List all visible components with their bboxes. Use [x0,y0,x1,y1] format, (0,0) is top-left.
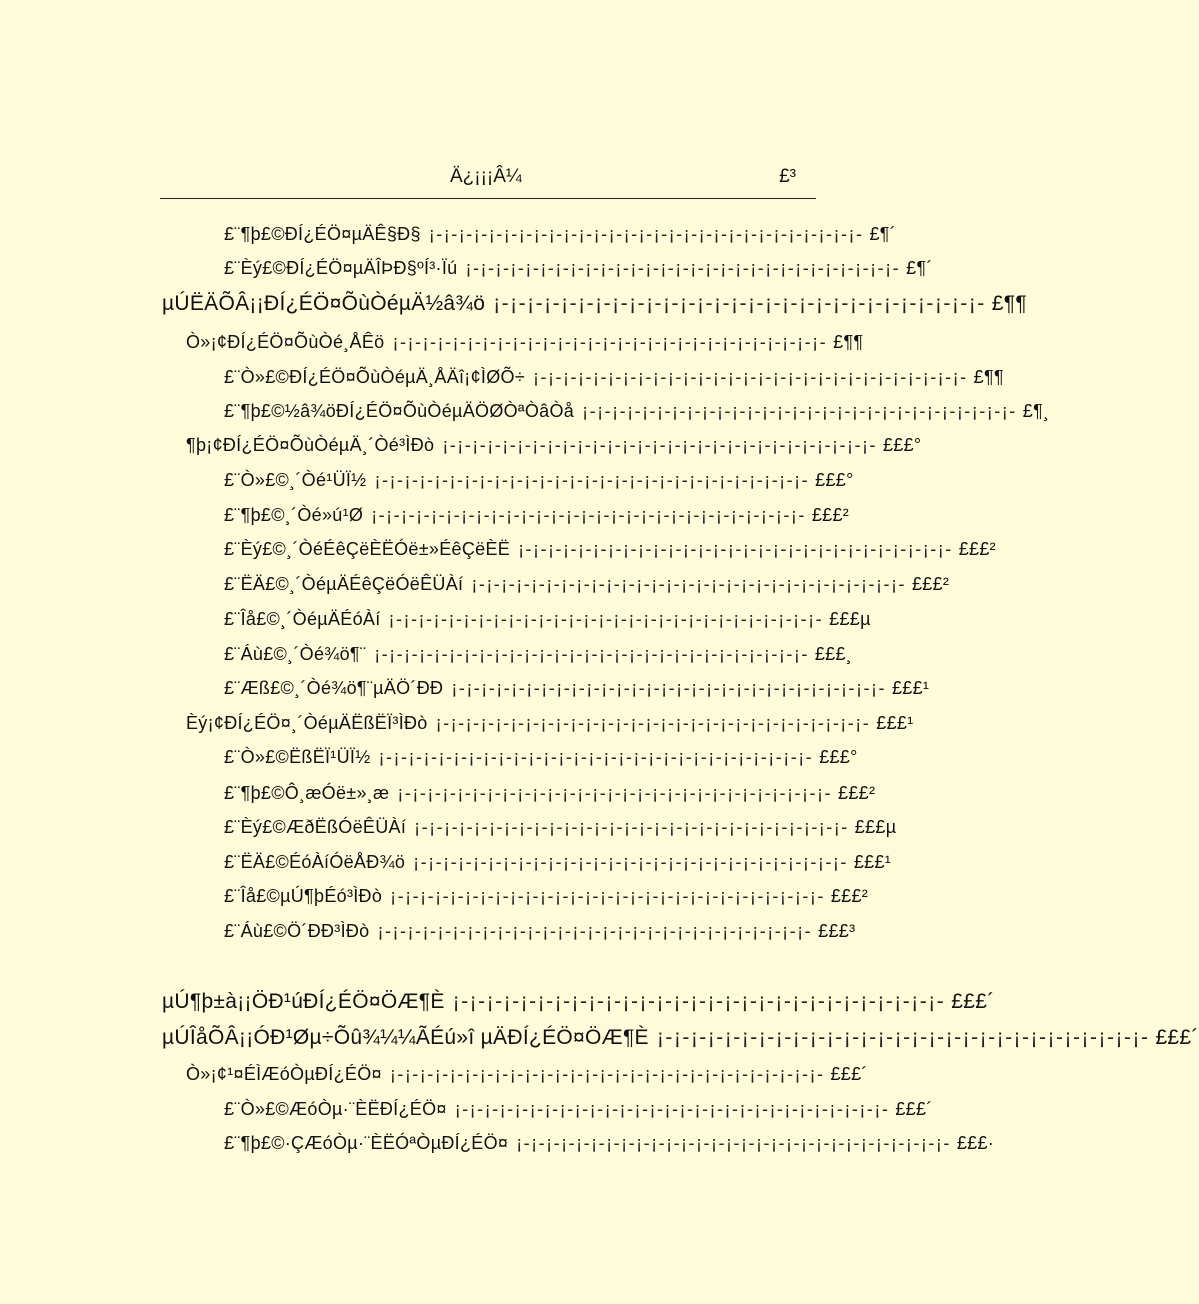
toc-entry-page: £¶´ [906,258,933,278]
toc-entry [224,1133,995,1161]
toc-entry-title: Ò»¡¢¹¤ÉÌÆóÒµÐÍ¿ÉÖ¤ [186,1064,382,1084]
toc-entry-title: £¨Ò»£©ÐÍ¿ÉÖ¤ÕùÒéµÄ¸ÅÄî¡¢ÌØÕ÷ [224,367,525,387]
toc-leader: ¡-¡-¡-¡-¡-¡-¡-¡-¡-¡-¡-¡-¡-¡-¡-¡-¡-¡-¡-¡-¡-¡-¡-¡-¡-¡-¡-¡-¡- [397,783,833,803]
toc-entry-title: ¶þ¡¢ÐÍ¿ÉÖ¤ÕùÒéµÄ¸´Òé³ÌÐò [186,435,435,455]
toc-leader: ¡-¡-¡-¡-¡-¡-¡-¡-¡-¡-¡-¡-¡-¡-¡-¡-¡-¡-¡-¡-¡-¡-¡-¡-¡-¡-¡-¡-¡- [377,921,813,941]
toc-entry-title: £¨Ò»£©ÆóÒµ·¨ÈËÐÍ¿ÉÖ¤ [224,1099,447,1119]
toc-entry-title: £¨¶þ£©½â¾öÐÍ¿ÉÖ¤ÕùÒéµÄÖØÒªÒâÒå [224,401,575,421]
toc-leader: ¡-¡-¡-¡-¡-¡-¡-¡-¡-¡-¡-¡-¡-¡-¡-¡-¡-¡-¡-¡-¡-¡-¡-¡-¡-¡-¡-¡-¡- [388,609,824,629]
toc-entry-title: £¨¶þ£©Ô¸æÓë±»¸æ [224,783,390,803]
toc-entry-page: £££´ [895,1099,933,1119]
toc-section [186,713,914,741]
toc-entry-page: £¶´ [869,224,897,244]
toc-leader: ¡-¡-¡-¡-¡-¡-¡-¡-¡-¡-¡-¡-¡-¡-¡-¡-¡-¡-¡-¡-¡-¡-¡-¡-¡-¡-¡-¡-¡- [428,224,864,244]
toc-entry-page: £££µ [829,609,871,629]
toc-entry [224,783,876,811]
toc-entry-page: £££¸ [814,644,853,664]
toc-entry [224,886,869,914]
toc-entry-page: £££´ [1155,1026,1199,1049]
toc-entry [224,644,853,672]
header-rule [160,198,816,199]
toc-entry-page: £££° [815,470,854,490]
toc-entry-page: £¶¶ [991,292,1027,315]
toc-entry [224,574,950,602]
toc-leader: ¡-¡-¡-¡-¡-¡-¡-¡-¡-¡-¡-¡-¡-¡-¡-¡-¡-¡-¡-¡-¡-¡-¡-¡-¡-¡-¡-¡-¡- [454,1099,890,1119]
toc-entry-page: £££´ [830,1064,868,1084]
toc-entry [224,817,897,845]
toc-entry [224,224,897,252]
toc-entry-page: £££¹ [853,852,892,872]
toc-leader: ¡-¡-¡-¡-¡-¡-¡-¡-¡-¡-¡-¡-¡-¡-¡-¡-¡-¡-¡-¡-¡-¡-¡-¡-¡-¡-¡-¡-¡- [371,505,806,525]
toc-entry [224,747,858,775]
toc-entry-title: £¨Áù£©¸´Òé¾ö¶¨ [224,644,367,664]
toc-entry [224,852,892,880]
toc-entry-page: £££² [811,505,850,525]
toc-chapter [162,292,1027,320]
toc-section [186,435,922,463]
toc-entry-title: £¨Èý£©ÆðËßÓëÊÜÀí [224,817,407,837]
toc-entry-page: £¶¸ [1022,401,1050,421]
toc-section [186,332,864,360]
toc-entry-page: £¶¶ [973,367,1004,387]
toc-entry-page: £££¹ [892,678,930,698]
toc-leader: ¡-¡-¡-¡-¡-¡-¡-¡-¡-¡-¡-¡-¡-¡-¡-¡-¡-¡-¡-¡-¡-¡-¡-¡-¡-¡-¡-¡-¡- [414,817,849,837]
toc-entry-title: £¨Èý£©ÐÍ¿ÉÖ¤µÄÎÞÐ§ºÍ³·Ïú [224,258,458,278]
toc-leader: ¡-¡-¡-¡-¡-¡-¡-¡-¡-¡-¡-¡-¡-¡-¡-¡-¡-¡-¡-¡-¡-¡-¡-¡-¡-¡-¡-¡-¡- [518,539,953,559]
toc-entry-title: £¨ËÄ£©¸´ÒéµÄÉêÇëÓëÊÜÀí [224,574,464,594]
toc-entry-title: µÚÎåÕÂ¡¡ÓÐ¹Øµ÷Õû¾¼¼ÃÉú»î µÄÐÍ¿ÉÖ¤ÖÆ¶È [162,1026,649,1049]
toc-entry-title: £¨Ò»£©¸´Òé¹ÜÏ½ [224,470,367,490]
toc-entry-title: £¨Èý£©¸´ÒéÉêÇëÈËÓë±»ÉêÇëÈË [224,539,511,559]
toc-entry-title: £¨¶þ£©·ÇÆóÒµ·¨ÈËÓªÒµÐÍ¿ÉÖ¤ [224,1133,509,1153]
toc-leader: ¡-¡-¡-¡-¡-¡-¡-¡-¡-¡-¡-¡-¡-¡-¡-¡-¡-¡-¡-¡-¡-¡-¡-¡-¡-¡-¡-¡-¡- [390,886,825,906]
toc-entry-title: £¨Áù£©Ö´ÐÐ³ÌÐò [224,921,370,941]
toc-section [186,1064,868,1092]
toc-entry [224,505,850,533]
toc-leader: ¡-¡-¡-¡-¡-¡-¡-¡-¡-¡-¡-¡-¡-¡-¡-¡-¡-¡-¡-¡-¡-¡-¡-¡-¡-¡-¡-¡-¡- [516,1133,951,1153]
toc-entry [224,921,856,949]
toc-entry-page: £££² [830,886,869,906]
toc-entry [224,401,1050,429]
toc-leader: ¡-¡-¡-¡-¡-¡-¡-¡-¡-¡-¡-¡-¡-¡-¡-¡-¡-¡-¡-¡-¡-¡-¡-¡-¡-¡-¡-¡-¡- [493,292,986,315]
toc-leader: ¡-¡-¡-¡-¡-¡-¡-¡-¡-¡-¡-¡-¡-¡-¡-¡-¡-¡-¡-¡-¡-¡-¡-¡-¡-¡-¡-¡-¡- [451,678,886,698]
toc-leader: ¡-¡-¡-¡-¡-¡-¡-¡-¡-¡-¡-¡-¡-¡-¡-¡-¡-¡-¡-¡-¡-¡-¡-¡-¡-¡-¡-¡-¡- [392,332,828,352]
toc-entry [224,470,854,498]
toc-entry-title: £¨¶þ£©¸´Òé»ú¹Ø [224,505,364,525]
toc-leader: ¡-¡-¡-¡-¡-¡-¡-¡-¡-¡-¡-¡-¡-¡-¡-¡-¡-¡-¡-¡-¡-¡-¡-¡-¡-¡-¡-¡-¡- [413,852,848,872]
toc-leader: ¡-¡-¡-¡-¡-¡-¡-¡-¡-¡-¡-¡-¡-¡-¡-¡-¡-¡-¡-¡-¡-¡-¡-¡-¡-¡-¡-¡-¡- [442,435,877,455]
running-header [160,166,816,196]
toc-leader: ¡-¡-¡-¡-¡-¡-¡-¡-¡-¡-¡-¡-¡-¡-¡-¡-¡-¡-¡-¡-¡-¡-¡-¡-¡-¡-¡-¡-¡- [465,258,901,278]
toc-entry-title: £¨Îå£©¸´ÒéµÄÉóÀí [224,609,381,629]
toc-entry-page: £¶¶ [833,332,864,352]
toc-leader: ¡-¡-¡-¡-¡-¡-¡-¡-¡-¡-¡-¡-¡-¡-¡-¡-¡-¡-¡-¡-¡-¡-¡-¡-¡-¡-¡-¡-¡- [533,367,968,387]
toc-entry-page: £££´ [951,990,995,1013]
header-title: Ä¿¡¡¡Â¼ [450,166,522,187]
header-page-number: £³ [779,166,796,187]
toc-leader: ¡-¡-¡-¡-¡-¡-¡-¡-¡-¡-¡-¡-¡-¡-¡-¡-¡-¡-¡-¡-¡-¡-¡-¡-¡-¡-¡-¡-¡- [389,1064,825,1084]
toc-entry-title: £¨Æß£©¸´Òé¾ö¶¨µÄÖ´ÐÐ [224,678,444,698]
toc-entry-page: £££² [912,574,950,594]
toc-entry [224,1099,933,1127]
toc-entry [224,258,933,286]
toc-entry [224,609,871,637]
toc-leader: ¡-¡-¡-¡-¡-¡-¡-¡-¡-¡-¡-¡-¡-¡-¡-¡-¡-¡-¡-¡-¡-¡-¡-¡-¡-¡-¡-¡-¡- [378,747,814,767]
toc-leader: ¡-¡-¡-¡-¡-¡-¡-¡-¡-¡-¡-¡-¡-¡-¡-¡-¡-¡-¡-¡-¡-¡-¡-¡-¡-¡-¡-¡-¡- [374,644,809,664]
toc-leader: ¡-¡-¡-¡-¡-¡-¡-¡-¡-¡-¡-¡-¡-¡-¡-¡-¡-¡-¡-¡-¡-¡-¡-¡-¡-¡-¡-¡-¡- [374,470,810,490]
toc-leader: ¡-¡-¡-¡-¡-¡-¡-¡-¡-¡-¡-¡-¡-¡-¡-¡-¡-¡-¡-¡-¡-¡-¡-¡-¡-¡-¡-¡-¡- [435,713,871,733]
toc-entry-title: £¨¶þ£©ÐÍ¿ÉÖ¤µÄÊ§Ð§ [224,224,421,244]
toc-entry-page: £££° [819,747,858,767]
toc-leader: ¡-¡-¡-¡-¡-¡-¡-¡-¡-¡-¡-¡-¡-¡-¡-¡-¡-¡-¡-¡-¡-¡-¡-¡-¡-¡-¡-¡-¡- [452,990,946,1013]
toc-entry [224,539,996,567]
toc-leader: ¡-¡-¡-¡-¡-¡-¡-¡-¡-¡-¡-¡-¡-¡-¡-¡-¡-¡-¡-¡-¡-¡-¡-¡-¡-¡-¡-¡-¡- [582,401,1017,421]
toc-entry-title: £¨Îå£©µÚ¶þÉó³ÌÐò [224,886,383,906]
toc-entry-title: Èý¡¢ÐÍ¿ÉÖ¤¸´ÒéµÄËßËÏ³ÌÐò [186,713,428,733]
toc-leader: ¡-¡-¡-¡-¡-¡-¡-¡-¡-¡-¡-¡-¡-¡-¡-¡-¡-¡-¡-¡-¡-¡-¡-¡-¡-¡-¡-¡-¡- [471,574,906,594]
toc-entry-page: £££· [956,1133,995,1153]
toc-entry-title: µÚ¶þ±à¡¡ÖÐ¹úÐÍ¿ÉÖ¤ÖÆ¶È [162,990,445,1013]
toc-entry-page: £££¹ [876,713,914,733]
toc-chapter [162,1026,1199,1054]
toc-entry-title: £¨ËÄ£©ÉóÀíÓëÅÐ¾ö [224,852,406,872]
toc-entry-title: £¨Ò»£©ËßËÏ¹ÜÏ½ [224,747,371,767]
toc-entry [224,367,1004,395]
toc-entry-page: £££° [882,435,922,455]
toc-entry [224,678,930,706]
toc-entry-title: µÚËÄÕÂ¡¡ÐÍ¿ÉÖ¤ÕùÒéµÄ½â¾ö [162,292,486,315]
toc-part [162,990,995,1018]
toc-entry-page: £££µ [854,817,897,837]
toc-entry-title: Ò»¡¢ÐÍ¿ÉÖ¤ÕùÒé¸ÅÊö [186,332,385,352]
toc-entry-page: £££² [838,783,876,803]
toc-entry-page: £££³ [818,921,856,941]
toc-leader: ¡-¡-¡-¡-¡-¡-¡-¡-¡-¡-¡-¡-¡-¡-¡-¡-¡-¡-¡-¡-¡-¡-¡-¡-¡-¡-¡-¡-¡- [656,1026,1150,1049]
toc-entry-page: £££² [958,539,996,559]
